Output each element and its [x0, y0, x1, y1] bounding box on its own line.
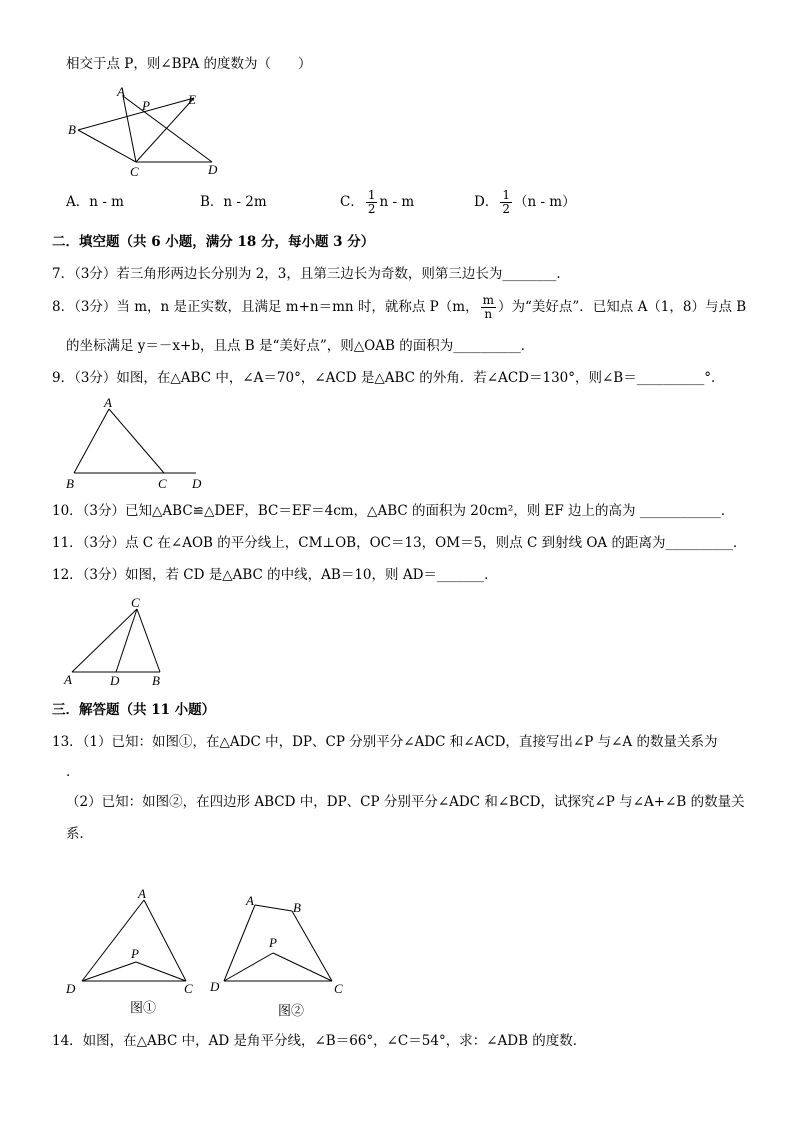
- q13-p2-line2: 系．: [66, 826, 93, 842]
- q13-fig1-caption: 图①: [130, 1000, 157, 1015]
- q12-label-c: C: [131, 595, 140, 610]
- q13-figure-2: [200, 885, 360, 1025]
- q13-fig1-label-p: P: [131, 946, 139, 961]
- q7-text: 7．（3分）若三角形两边长分别为 2，3，且第三边长为奇数，则第三边长为________．: [52, 266, 570, 282]
- q8-line1-a: 8．（3分）当 m，n 是正实数，且满足 m+n＝mn 时，就称点 P（m，: [52, 299, 479, 315]
- q9-figure: [60, 392, 220, 492]
- q6-stem-tail: 相交于点 P，则∠BPA 的度数为（ ）: [66, 56, 312, 72]
- q13-fig2-label-b: B: [293, 900, 301, 915]
- q13-p1-line2: ．: [66, 764, 80, 780]
- q6-label-d: D: [208, 162, 218, 177]
- q6-option-d: [474, 188, 576, 216]
- q13-fig1-label-c: C: [184, 981, 193, 996]
- section3-title: 三．解答题（共 11 小题）: [52, 702, 216, 718]
- q6-option-a: A．n - m: [66, 194, 124, 210]
- q11-text: 11．（3分）点 C 在∠AOB 的平分线上，CM⊥OB，OC＝13，OM＝5，则点 C 到射线 OA 的距离为__________．: [52, 535, 747, 551]
- q13-fig2-caption: 图②: [278, 1003, 305, 1018]
- q6-label-c: C: [130, 164, 139, 179]
- q9-label-c: C: [158, 476, 167, 491]
- q13-fig2-label-a: A: [246, 893, 254, 908]
- q12-figure: [60, 592, 180, 692]
- q8-line1-b: ）为“美好点”．已知点 A（1，8）与点 B: [497, 299, 747, 315]
- q6-option-c-prefix: C．: [340, 194, 364, 210]
- q14-text: 14．如图，在△ABC 中，AD 是角平分线，∠B＝66°，∠C＝54°，求：∠ADB 的度数．: [52, 1033, 587, 1049]
- q12-text: 12．（3分）如图，若 CD 是△ABC 的中线，AB＝10，则 AD＝_______．: [52, 567, 498, 583]
- q6-figure: [60, 82, 230, 182]
- q6-option-c-suffix: n - m: [379, 194, 415, 210]
- q13-fig1-label-a: A: [138, 886, 146, 901]
- q6-option-d-prefix: D．: [474, 194, 499, 210]
- q6-option-c: [340, 188, 414, 216]
- q12-label-a: A: [64, 672, 72, 687]
- q10-text: 10．（3分）已知△ABC≌△DEF，BC＝EF＝4cm，△ABC 的面积为 20cm²，则 EF 边上的高为 ____________．: [52, 503, 735, 519]
- q6-option-d-suffix: （n - m）: [513, 194, 576, 210]
- q9-text: 9．（3分）如图，在△ABC 中，∠A＝70°，∠ACD 是△ABC 的外角．若∠ACD＝130°，则∠B＝__________°．: [52, 370, 725, 386]
- q8-frac-num: m: [482, 293, 494, 307]
- q6-option-c-den: 2: [367, 202, 376, 216]
- q6-option-c-fraction: [366, 189, 378, 216]
- q6-label-p: P: [142, 98, 150, 113]
- q6-label-a: A: [117, 84, 125, 99]
- q13-fig2-label-c: C: [334, 981, 343, 996]
- section2-title: 二．填空题（共 6 小题，满分 18 分，每小题 3 分）: [52, 234, 375, 250]
- q12-label-d: D: [110, 673, 120, 688]
- q6-label-b: B: [68, 122, 76, 137]
- q6-option-d-fraction: [500, 189, 512, 216]
- q9-label-d: D: [192, 476, 202, 491]
- q9-label-a: A: [104, 395, 112, 410]
- q12-label-b: B: [152, 673, 160, 688]
- q13-fig2-label-p: P: [269, 935, 277, 950]
- q6-option-d-den: 2: [502, 202, 510, 216]
- q13-fig1-label-d: D: [66, 981, 76, 996]
- q8-fraction: [481, 294, 496, 321]
- q6-option-d-num: 1: [502, 188, 510, 202]
- q8-frac-den: n: [484, 307, 493, 321]
- q8-line1: [52, 292, 746, 322]
- q13-figure-1: [60, 880, 210, 1020]
- q13-p1-line1: 13．（1）已知：如图①，在△ADC 中，DP、CP 分别平分∠ADC 和∠ACD，直接写出∠P 与∠A 的数量关系为: [52, 734, 718, 750]
- q9-label-b: B: [66, 476, 74, 491]
- q6-label-e: E: [188, 92, 196, 107]
- q13-fig2-label-d: D: [210, 979, 220, 994]
- q8-line2: 的坐标满足 y＝－x+b，且点 B 是“美好点”，则△OAB 的面积为__________．: [66, 338, 535, 354]
- q6-option-b: B．n - 2m: [200, 194, 267, 210]
- q6-option-c-num: 1: [367, 188, 376, 202]
- q13-p2-line1: （2）已知：如图②，在四边形 ABCD 中，DP、CP 分别平分∠ADC 和∠BCD，试探究∠P 与∠A+∠B 的数量关: [66, 794, 745, 810]
